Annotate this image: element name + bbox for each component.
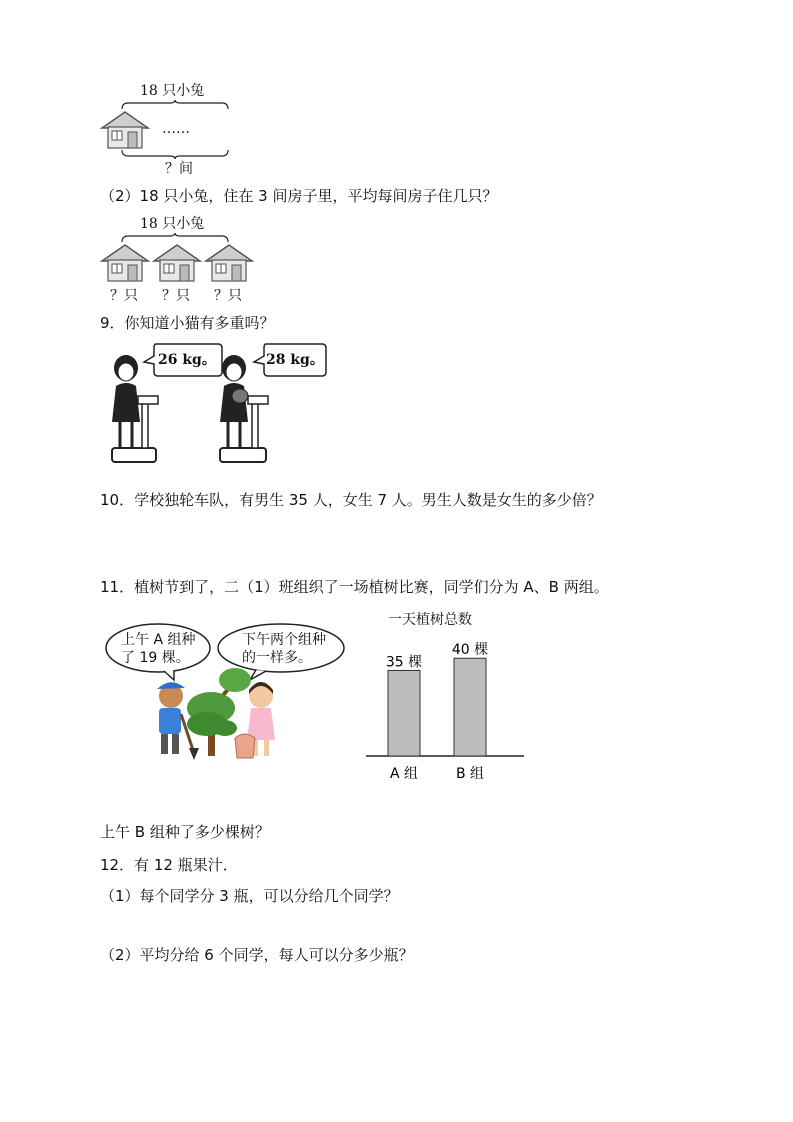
house-label: ？只 [110,288,138,304]
bar-chart [360,630,530,790]
bubble-weight-2: 28 kg。 [266,352,324,368]
fig1-top-label: 18 只小兔 [140,83,205,99]
category-label-0: A 组 [389,766,419,782]
q12-sub2: （2）平均分给 6 个同学，每人可以分多少瓶？ [100,946,414,964]
bubble-weight-1: 26 kg。 [158,352,216,368]
bubble-left-line2: 了 19 棵。 [121,650,190,666]
category-label-1: B 组 [455,766,485,782]
bar-data-label-0: 35 棵 [385,654,423,671]
chart-title: 一天植树总数 [388,612,472,628]
q11-question: 上午 B 组种了多少棵树？ [100,823,270,841]
fig1-dots: …… [162,121,190,137]
bubble-left-line1: 上午 A 组种 [121,632,196,648]
q8-2-top-label: 18 只小兔 [140,216,205,232]
kids-planting-tree-icon [145,664,280,762]
q9-text: 9．你知道小猫有多重吗？ [100,314,275,332]
q12-sub1: （1）每个同学分 3 瓶，可以分给几个同学？ [100,887,399,905]
q12-text: 12．有 12 瓶果汁． [100,856,238,874]
house-icon [152,243,202,283]
bar-1 [454,658,486,756]
house-label: ？只 [162,288,190,304]
fig1-bottom-label: ？间 [165,161,193,177]
bubble-right-line2: 的一样多。 [242,650,312,666]
bar-data-label-1: 40 棵 [451,642,489,659]
bubble-right-line1: 下午两个组种 [242,632,326,648]
house-icon [100,243,150,283]
fig1-top-brace [120,100,230,110]
house-label: ？只 [214,288,242,304]
fig1-bottom-brace [120,150,230,160]
q8-2-top-brace [120,233,230,243]
bar-0 [388,670,420,756]
q11-text: 11．植树节到了，二（1）班组织了一场植树比赛，同学们分为 A、B 两组。 [100,578,609,596]
q10-text: 10．学校独轮车队，有男生 35 人，女生 7 人。男生人数是女生的多少倍？ [100,491,602,509]
house-icon [100,110,150,150]
q8-2-text: （2）18 只小兔，住在 3 间房子里，平均每间房子住几只？ [100,187,498,205]
house-icon [204,243,254,283]
